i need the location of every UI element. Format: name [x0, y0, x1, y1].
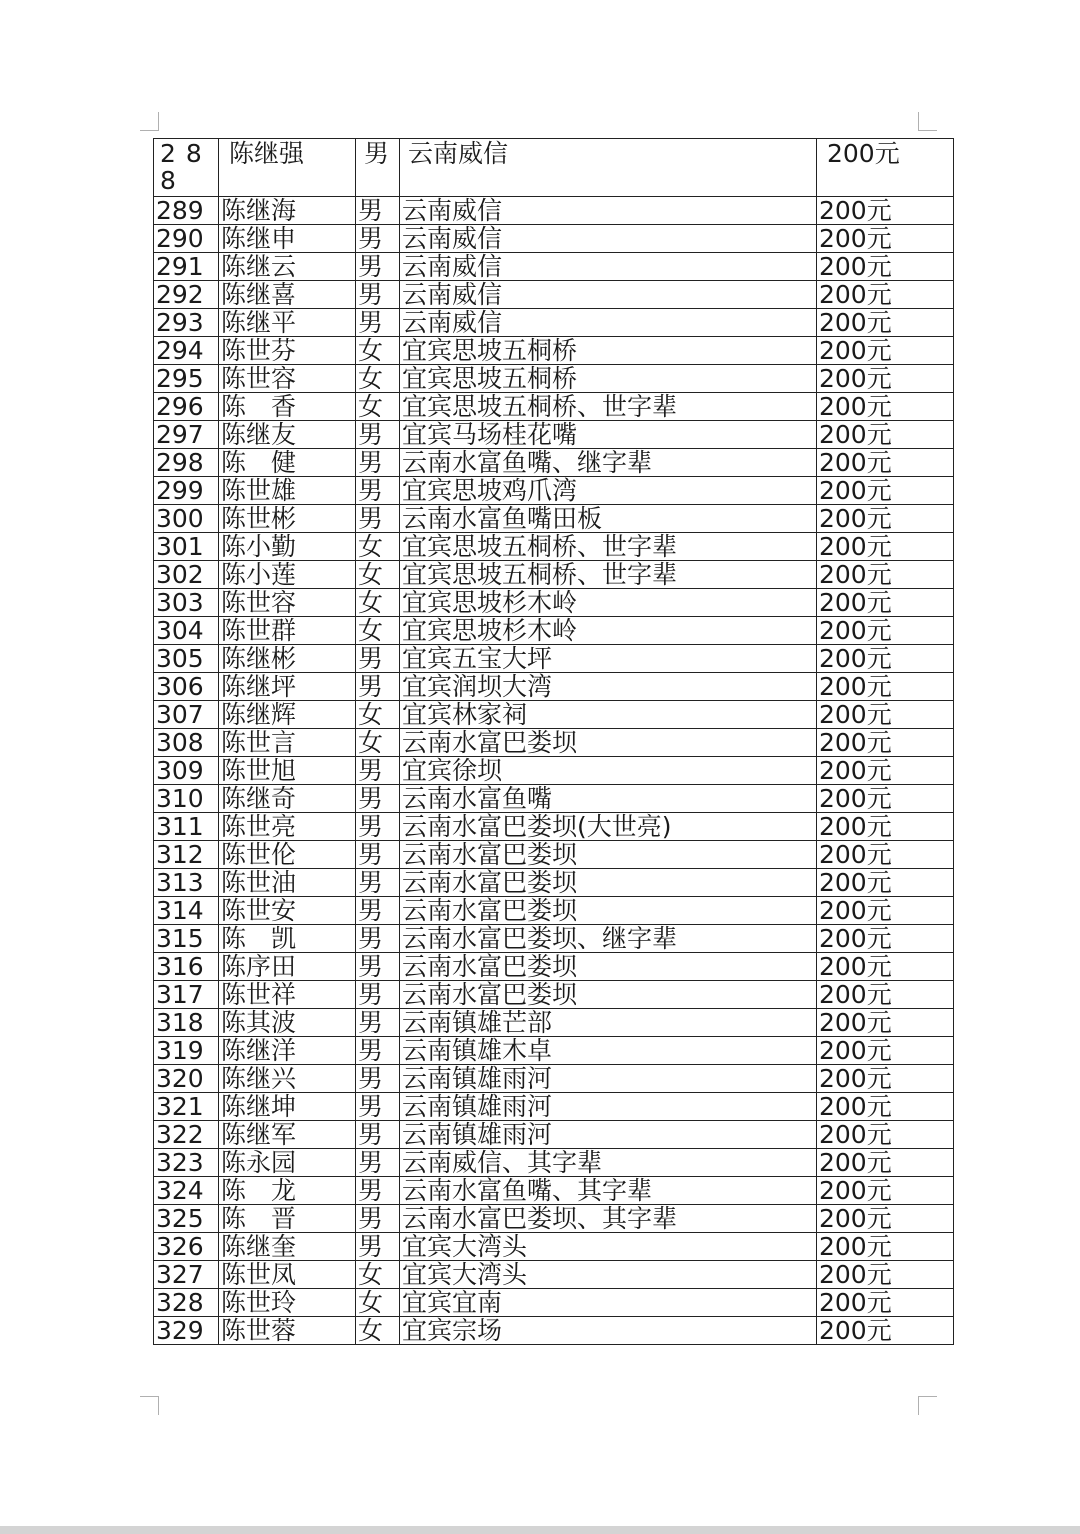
place-cell: 云南威信 [400, 139, 817, 197]
row-number-cell: 289 [154, 197, 219, 225]
table-row [154, 813, 954, 841]
sex-cell: 男 [356, 1093, 400, 1121]
table-row [154, 729, 954, 757]
name-cell: 陈世容 [219, 589, 356, 617]
page-corner-mark [918, 1396, 937, 1415]
page-corner-mark [140, 112, 159, 131]
place-cell: 云南水富巴娄坝 [400, 981, 817, 1009]
table-row [154, 421, 954, 449]
row-number-cell: 312 [154, 841, 219, 869]
amount-cell: 200元 [817, 337, 954, 365]
row-number-cell: 304 [154, 617, 219, 645]
row-number-cell: 315 [154, 925, 219, 953]
place-cell: 云南水富巴娄坝 [400, 869, 817, 897]
place-cell: 云南威信 [400, 197, 817, 225]
place-cell: 云南镇雄雨河 [400, 1121, 817, 1149]
table-row [154, 645, 954, 673]
name-cell: 陈世言 [219, 729, 356, 757]
name-cell: 陈继洋 [219, 1037, 356, 1065]
place-cell: 宜宾大湾头 [400, 1233, 817, 1261]
sex-cell: 男 [356, 897, 400, 925]
name-cell: 陈继海 [219, 197, 356, 225]
name-cell: 陈世祥 [219, 981, 356, 1009]
table-row [154, 841, 954, 869]
roster-table [153, 138, 954, 1345]
row-number-cell: 293 [154, 309, 219, 337]
row-number-cell: 299 [154, 477, 219, 505]
page-corner-mark [918, 112, 937, 131]
sex-cell: 男 [356, 1177, 400, 1205]
amount-cell: 200元 [817, 981, 954, 1009]
row-number-cell: 328 [154, 1289, 219, 1317]
name-cell: 陈继坪 [219, 673, 356, 701]
name-cell: 陈小莲 [219, 561, 356, 589]
amount-cell: 200元 [817, 589, 954, 617]
amount-cell: 200元 [817, 561, 954, 589]
place-cell: 宜宾马场桂花嘴 [400, 421, 817, 449]
place-cell: 宜宾大湾头 [400, 1261, 817, 1289]
name-cell: 陈继奎 [219, 1233, 356, 1261]
name-cell: 陈继奇 [219, 785, 356, 813]
place-cell: 宜宾思坡五桐桥、世字辈 [400, 561, 817, 589]
name-cell: 陈世容 [219, 365, 356, 393]
row-number-cell: 300 [154, 505, 219, 533]
name-cell: 陈世亮 [219, 813, 356, 841]
table-row [154, 897, 954, 925]
amount-cell: 200元 [817, 1093, 954, 1121]
row-number-cell: 296 [154, 393, 219, 421]
amount-cell: 200元 [817, 421, 954, 449]
table-row [154, 505, 954, 533]
row-number-cell: 313 [154, 869, 219, 897]
name-cell: 陈继军 [219, 1121, 356, 1149]
name-cell: 陈继申 [219, 225, 356, 253]
sex-cell: 男 [356, 477, 400, 505]
amount-cell: 200元 [817, 1289, 954, 1317]
table-row [154, 701, 954, 729]
place-cell: 宜宾宜南 [400, 1289, 817, 1317]
amount-cell: 200元 [817, 869, 954, 897]
sex-cell: 男 [356, 1205, 400, 1233]
place-cell: 云南威信 [400, 225, 817, 253]
row-number-cell: 329 [154, 1317, 219, 1345]
name-cell: 陈继友 [219, 421, 356, 449]
sex-cell: 女 [356, 365, 400, 393]
name-cell: 陈 凯 [219, 925, 356, 953]
table-row [154, 281, 954, 309]
row-number-cell: 318 [154, 1009, 219, 1037]
sex-cell: 男 [356, 309, 400, 337]
amount-cell: 200元 [817, 309, 954, 337]
name-cell: 陈世旭 [219, 757, 356, 785]
name-cell: 陈继强 [219, 139, 356, 197]
table-row [154, 1065, 954, 1093]
sex-cell: 男 [356, 139, 400, 197]
amount-cell: 200元 [817, 645, 954, 673]
name-cell: 陈继兴 [219, 1065, 356, 1093]
place-cell: 宜宾思坡杉木岭 [400, 589, 817, 617]
row-number-cell: 292 [154, 281, 219, 309]
name-cell: 陈永园 [219, 1149, 356, 1177]
table-row [154, 1009, 954, 1037]
name-cell: 陈其波 [219, 1009, 356, 1037]
amount-cell: 200元 [817, 729, 954, 757]
row-number-cell: 314 [154, 897, 219, 925]
row-number-cell: 303 [154, 589, 219, 617]
amount-cell: 200元 [817, 813, 954, 841]
sex-cell: 男 [356, 1233, 400, 1261]
sex-cell: 男 [356, 645, 400, 673]
table-row [154, 869, 954, 897]
table-row [154, 925, 954, 953]
name-cell: 陈继平 [219, 309, 356, 337]
sex-cell: 女 [356, 1289, 400, 1317]
name-cell: 陈世伦 [219, 841, 356, 869]
row-number-cell: 319 [154, 1037, 219, 1065]
table-row [154, 1037, 954, 1065]
amount-cell: 200元 [817, 673, 954, 701]
table-row [154, 1289, 954, 1317]
sex-cell: 男 [356, 1121, 400, 1149]
row-number-cell: 310 [154, 785, 219, 813]
row-number-cell: 306 [154, 673, 219, 701]
table-row [154, 365, 954, 393]
table-row [154, 309, 954, 337]
place-cell: 云南镇雄雨河 [400, 1093, 817, 1121]
name-cell: 陈序田 [219, 953, 356, 981]
place-cell: 云南威信、其字辈 [400, 1149, 817, 1177]
name-cell: 陈世芬 [219, 337, 356, 365]
sex-cell: 女 [356, 1317, 400, 1345]
table-row [154, 253, 954, 281]
place-cell: 云南威信 [400, 309, 817, 337]
name-cell: 陈世凤 [219, 1261, 356, 1289]
amount-cell: 200元 [817, 1261, 954, 1289]
sex-cell: 男 [356, 785, 400, 813]
place-cell: 云南镇雄雨河 [400, 1065, 817, 1093]
place-cell: 云南水富鱼嘴、其字辈 [400, 1177, 817, 1205]
amount-cell: 200元 [817, 1177, 954, 1205]
place-cell: 宜宾思坡五桐桥 [400, 365, 817, 393]
row-number-cell: 325 [154, 1205, 219, 1233]
place-cell: 宜宾思坡五桐桥、世字辈 [400, 533, 817, 561]
table-row [154, 1205, 954, 1233]
amount-cell: 200元 [817, 925, 954, 953]
sex-cell: 男 [356, 813, 400, 841]
row-number-cell: 308 [154, 729, 219, 757]
table-row [154, 197, 954, 225]
row-number-cell: 297 [154, 421, 219, 449]
name-cell: 陈世蓉 [219, 1317, 356, 1345]
sex-cell: 男 [356, 925, 400, 953]
sex-cell: 男 [356, 1009, 400, 1037]
table-row [154, 757, 954, 785]
name-cell: 陈小勤 [219, 533, 356, 561]
amount-cell: 200元 [817, 617, 954, 645]
place-cell: 云南水富巴娄坝 [400, 841, 817, 869]
table-row [154, 589, 954, 617]
sex-cell: 女 [356, 617, 400, 645]
name-cell: 陈继彬 [219, 645, 356, 673]
name-cell: 陈 晋 [219, 1205, 356, 1233]
place-cell: 云南威信 [400, 281, 817, 309]
place-cell: 宜宾五宝大坪 [400, 645, 817, 673]
table-row [154, 449, 954, 477]
name-cell: 陈继辉 [219, 701, 356, 729]
table-row [154, 1149, 954, 1177]
table-row [154, 533, 954, 561]
place-cell: 云南水富鱼嘴、继字辈 [400, 449, 817, 477]
place-cell: 云南镇雄芒部 [400, 1009, 817, 1037]
table-row [154, 139, 954, 197]
amount-cell: 200元 [817, 1037, 954, 1065]
sex-cell: 男 [356, 1149, 400, 1177]
row-number-cell: 307 [154, 701, 219, 729]
place-cell: 宜宾林家祠 [400, 701, 817, 729]
amount-cell: 200元 [817, 897, 954, 925]
row-number-cell: 309 [154, 757, 219, 785]
amount-cell: 200元 [817, 197, 954, 225]
row-number-cell: 295 [154, 365, 219, 393]
amount-cell: 200元 [817, 785, 954, 813]
name-cell: 陈世玲 [219, 1289, 356, 1317]
sex-cell: 女 [356, 729, 400, 757]
sex-cell: 男 [356, 953, 400, 981]
amount-cell: 200元 [817, 477, 954, 505]
name-cell: 陈继坤 [219, 1093, 356, 1121]
place-cell: 云南水富巴娄坝 [400, 729, 817, 757]
place-cell: 云南水富鱼嘴田板 [400, 505, 817, 533]
sex-cell: 男 [356, 841, 400, 869]
place-cell: 宜宾宗场 [400, 1317, 817, 1345]
row-number-cell: 305 [154, 645, 219, 673]
table-row [154, 337, 954, 365]
sex-cell: 女 [356, 533, 400, 561]
name-cell: 陈 龙 [219, 1177, 356, 1205]
place-cell: 云南威信 [400, 253, 817, 281]
table-row [154, 561, 954, 589]
row-number-cell: 322 [154, 1121, 219, 1149]
sex-cell: 男 [356, 281, 400, 309]
amount-cell: 200元 [817, 1233, 954, 1261]
name-cell: 陈世彬 [219, 505, 356, 533]
sex-cell: 男 [356, 505, 400, 533]
place-cell: 云南水富巴娄坝(大世亮) [400, 813, 817, 841]
row-number-cell: 290 [154, 225, 219, 253]
table-row [154, 785, 954, 813]
row-number-cell: 327 [154, 1261, 219, 1289]
row-number-cell: 316 [154, 953, 219, 981]
amount-cell: 200元 [817, 449, 954, 477]
row-number-cell: 302 [154, 561, 219, 589]
name-cell: 陈继云 [219, 253, 356, 281]
place-cell: 云南水富鱼嘴 [400, 785, 817, 813]
table-row [154, 1177, 954, 1205]
place-cell: 宜宾思坡杉木岭 [400, 617, 817, 645]
name-cell: 陈世安 [219, 897, 356, 925]
sex-cell: 男 [356, 197, 400, 225]
sex-cell: 男 [356, 757, 400, 785]
sex-cell: 男 [356, 225, 400, 253]
place-cell: 宜宾思坡五桐桥 [400, 337, 817, 365]
sex-cell: 女 [356, 393, 400, 421]
name-cell: 陈世油 [219, 869, 356, 897]
table-row [154, 1261, 954, 1289]
amount-cell: 200元 [817, 393, 954, 421]
row-number-cell: 326 [154, 1233, 219, 1261]
row-number-cell: 294 [154, 337, 219, 365]
row-number-cell: 311 [154, 813, 219, 841]
table-row [154, 393, 954, 421]
row-number-cell: 320 [154, 1065, 219, 1093]
amount-cell: 200元 [817, 757, 954, 785]
amount-cell: 200元 [817, 1065, 954, 1093]
row-number-cell: 298 [154, 449, 219, 477]
sex-cell: 男 [356, 1065, 400, 1093]
table-row [154, 225, 954, 253]
page-corner-mark [140, 1396, 159, 1415]
amount-cell: 200元 [817, 533, 954, 561]
place-cell: 宜宾思坡五桐桥、世字辈 [400, 393, 817, 421]
place-cell: 宜宾思坡鸡爪湾 [400, 477, 817, 505]
table-row [154, 953, 954, 981]
place-cell: 云南水富巴娄坝、其字辈 [400, 1205, 817, 1233]
amount-cell: 200元 [817, 953, 954, 981]
place-cell: 宜宾润坝大湾 [400, 673, 817, 701]
sex-cell: 女 [356, 589, 400, 617]
viewer-bottom-bar [0, 1526, 1080, 1534]
row-number-cell: 321 [154, 1093, 219, 1121]
table-row [154, 617, 954, 645]
place-cell: 云南水富巴娄坝 [400, 897, 817, 925]
amount-cell: 200元 [817, 505, 954, 533]
name-cell: 陈 香 [219, 393, 356, 421]
sex-cell: 男 [356, 1037, 400, 1065]
place-cell: 云南水富巴娄坝 [400, 953, 817, 981]
row-number-cell: 323 [154, 1149, 219, 1177]
amount-cell: 200元 [817, 841, 954, 869]
amount-cell: 200元 [817, 1149, 954, 1177]
amount-cell: 200元 [817, 253, 954, 281]
table-row [154, 981, 954, 1009]
table-row [154, 1121, 954, 1149]
name-cell: 陈 健 [219, 449, 356, 477]
amount-cell: 200元 [817, 701, 954, 729]
sex-cell: 女 [356, 701, 400, 729]
name-cell: 陈世雄 [219, 477, 356, 505]
name-cell: 陈继喜 [219, 281, 356, 309]
row-number-cell: 301 [154, 533, 219, 561]
table-row [154, 1093, 954, 1121]
amount-cell: 200元 [817, 1317, 954, 1345]
amount-cell: 200元 [817, 365, 954, 393]
amount-cell: 200元 [817, 1009, 954, 1037]
name-cell: 陈世群 [219, 617, 356, 645]
amount-cell: 200元 [817, 281, 954, 309]
table-row [154, 1233, 954, 1261]
sex-cell: 男 [356, 673, 400, 701]
sex-cell: 女 [356, 561, 400, 589]
place-cell: 云南水富巴娄坝、继字辈 [400, 925, 817, 953]
amount-cell: 200元 [817, 1121, 954, 1149]
sex-cell: 女 [356, 1261, 400, 1289]
place-cell: 宜宾徐坝 [400, 757, 817, 785]
sex-cell: 男 [356, 981, 400, 1009]
amount-cell: 200元 [817, 225, 954, 253]
sex-cell: 男 [356, 421, 400, 449]
place-cell: 云南镇雄木卓 [400, 1037, 817, 1065]
amount-cell: 200元 [817, 139, 954, 197]
sex-cell: 男 [356, 869, 400, 897]
sex-cell: 男 [356, 449, 400, 477]
sex-cell: 女 [356, 337, 400, 365]
table-row [154, 673, 954, 701]
row-number-cell: 291 [154, 253, 219, 281]
sex-cell: 男 [356, 253, 400, 281]
table-row [154, 1317, 954, 1345]
row-number-cell: 324 [154, 1177, 219, 1205]
table-row [154, 477, 954, 505]
row-number-cell: 288 [154, 139, 219, 197]
amount-cell: 200元 [817, 1205, 954, 1233]
row-number-cell: 317 [154, 981, 219, 1009]
